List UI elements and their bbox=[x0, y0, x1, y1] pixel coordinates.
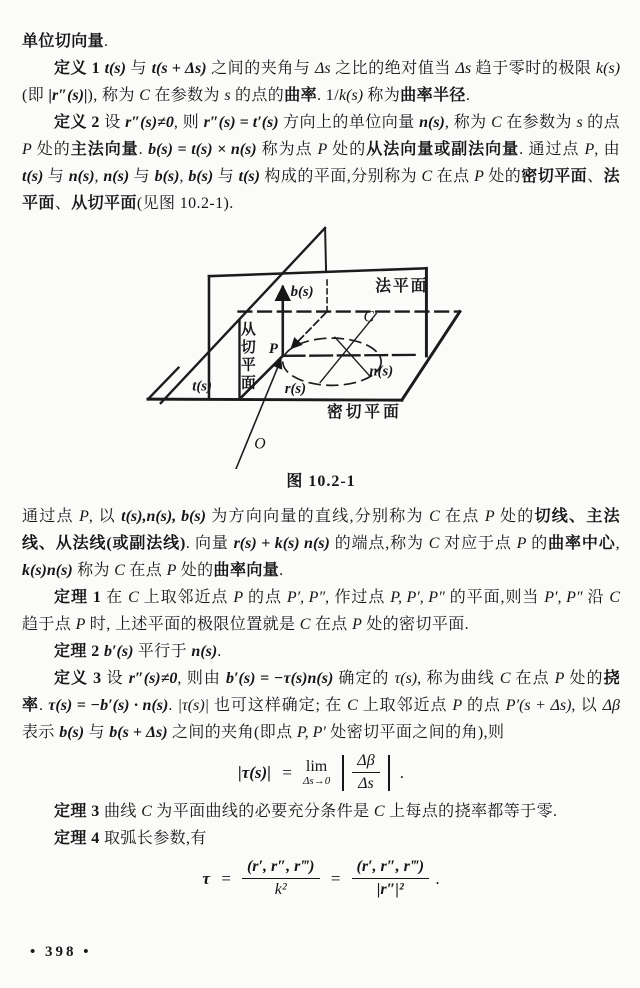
normal-plane-top-edge bbox=[209, 268, 426, 276]
equals-sign-2: = bbox=[329, 868, 342, 888]
point-p-label: P bbox=[268, 340, 278, 357]
hidden-edge-arrow-to-p bbox=[292, 313, 326, 348]
osculating-plane-front-edge bbox=[148, 399, 402, 400]
rectifying-plane-label-char-1: 从 bbox=[240, 322, 256, 339]
abs-bar-right bbox=[388, 755, 390, 791]
frenet-frame-diagram bbox=[130, 225, 530, 469]
page-number: • 398 • bbox=[30, 944, 92, 960]
torsion-fraction-1: $\frac{(r', r'', r‴)}{\text{k²}}$ bbox=[242, 858, 320, 900]
limit-operator: lim Δs→0 bbox=[302, 757, 331, 787]
normal-plane-label: 法平面 bbox=[375, 277, 429, 295]
equals-sign-1: = bbox=[220, 868, 232, 888]
equals-sign: = bbox=[281, 762, 293, 782]
origin-label: O bbox=[254, 435, 266, 453]
abs-bar-left bbox=[342, 755, 344, 791]
n-vector-label: n(s) bbox=[369, 363, 394, 380]
paragraph-theorem-3: 定理 3 曲线 C 为平面曲线的必要充分条件是 C 上每点的挠率都等于零. bbox=[54, 802, 558, 820]
rectifying-plane-label-char-3: 平 bbox=[240, 357, 256, 374]
paragraph-theorem-1: 定理 1 在 C 上取邻近点 P 的点 P′, P″, 作过点 P, P′, P″ 的平面,则当 P′, P″ 沿 C 趋于点 P 时, 上述平面的极限位置就是 C 在点 P 处的密切平面. bbox=[22, 589, 621, 633]
figure-10-2-1 bbox=[22, 225, 620, 493]
paragraph-unit-tangent-vector: 单位切向量. bbox=[22, 33, 109, 50]
rectifying-plane-label-char-2: 切 bbox=[240, 339, 256, 356]
osculating-plane-label: 密切平面 bbox=[327, 403, 402, 421]
paragraph-theorem-2: 定理 2 b′(s) 平行于 n(s). bbox=[54, 643, 222, 660]
formula-period: . bbox=[399, 762, 404, 782]
figure-caption: 图 10.2-1 bbox=[286, 473, 356, 490]
torsion-lhs: τ bbox=[202, 868, 210, 888]
osculating-plane-left-edge bbox=[148, 368, 179, 399]
b-vector-label: b(s) bbox=[290, 283, 314, 300]
curve-c-label: C bbox=[363, 308, 374, 326]
osculating-circle bbox=[283, 338, 381, 385]
torsion-limit-lhs: |τ(s)| bbox=[237, 762, 271, 782]
torsion-fraction-2: $\frac{(r', r'', r‴)}{\text{|r″|²}}$ bbox=[352, 858, 430, 900]
paragraph-definition-2: 定义 2 设 r″(s)≠0, 则 r″(s) = t′(s) 方向上的单位向量 n(s), 称为 C 在参数为 s 的点 P 处的主法向量. b(s) = t(s) × n(s) 称为点 P 处的从法向量或副法向量. 通过点 P, 由 t(s) 与 n(s), n(s) 与 b(s), b(s) 与 t(s) 构成的平面,分别称为 C 在点 P 处的密切平面、法平面、从切平面(见图 10.2-1). bbox=[22, 114, 621, 212]
paragraph-definition-3: 定义 3 设 r″(s)≠0, 则由 b′(s) = −τ(s)n(s) 确定的 τ(s), 称为曲线 C 在点 P 处的挠率. τ(s) = −b′(s) · n(s). |τ(s)| 也可这样确定; 在 C 上取邻近点 P 的点 P′(s + Δs), 以 Δβ 表示 b(s) 与 b(s + Δs) 之间的夹角(即点 P, P′ 处密切平面之间的角),则 bbox=[22, 670, 620, 741]
formula-torsion-expression bbox=[22, 858, 620, 900]
paragraph-definition-1: 定义 1 t(s) 与 t(s + Δs) 之间的夹角与 Δs 之比的绝对值当 Δs 趋于零时的极限 k(s)(即 |r″(s)|), 称为 C 在参数为 s 的点的曲率. 1/k(s) 称为曲率半径. bbox=[22, 60, 621, 104]
paragraph-trihedron-lines: 通过点 P, 以 t(s),n(s), b(s) 为方向向量的直线,分别称为 C 在点 P 处的切线、主法线、从法线(或副法线). 向量 r(s) + k(s) n(s) 的端点,称为 C 对应于点 P 的曲率中心, k(s)n(s) 称为 C 在点 P 处的曲率向量. bbox=[22, 508, 620, 579]
formula-torsion-limit bbox=[22, 752, 620, 794]
n-vector-line bbox=[283, 355, 417, 356]
rectifying-plane-peak-edge bbox=[325, 228, 326, 271]
paragraph-theorem-4: 定理 4 取弧长参数,有 bbox=[54, 829, 207, 847]
r-vector-label: r(s) bbox=[284, 381, 307, 398]
rectifying-plane-label-char-4: 面 bbox=[240, 375, 256, 392]
delta-fraction: $\frac{\Delta\beta}{\Delta s}$ bbox=[352, 752, 379, 794]
t-vector-label: t(s) bbox=[192, 378, 212, 395]
formula-period-2: . bbox=[435, 868, 440, 888]
